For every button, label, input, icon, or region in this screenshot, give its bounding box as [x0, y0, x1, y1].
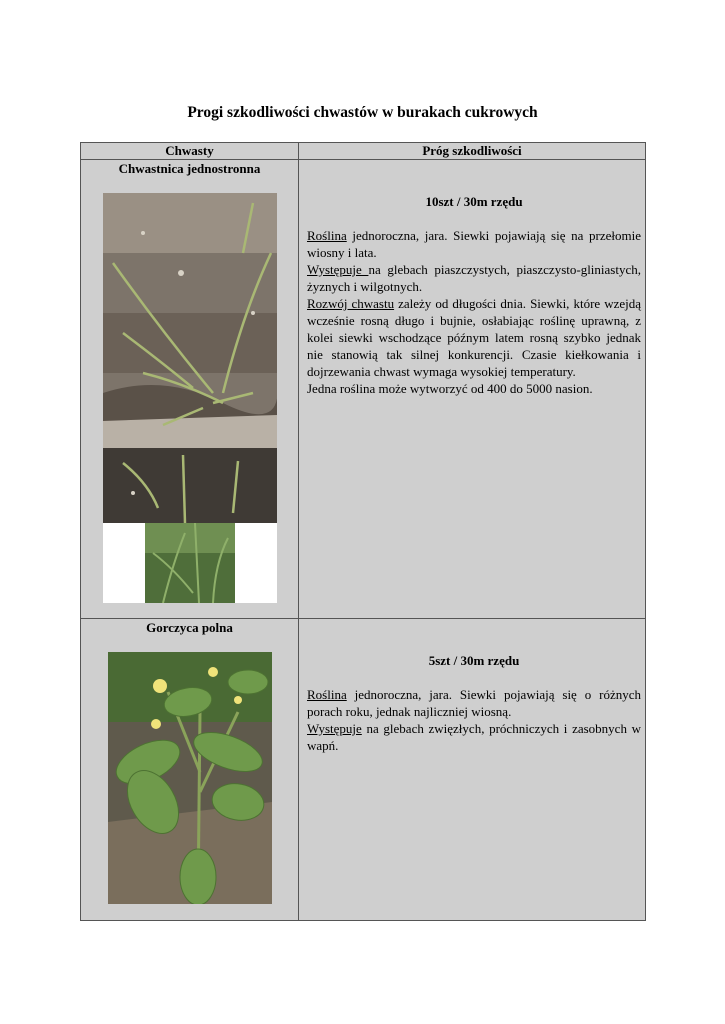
description-paragraph [307, 295, 641, 380]
description-paragraph [307, 261, 641, 295]
description-text: Jedna roślina może wytworzyć od 400 do 5000 nasion. [307, 381, 593, 396]
column-header-weeds: Chwasty [81, 143, 299, 160]
term-label: Roślina [307, 228, 347, 243]
table-row [81, 160, 646, 619]
description-paragraph [307, 686, 641, 720]
description-text: zależy od długości dnia. Siewki, które wzejdą wcześnie rosną długo i bujnie, osłabiając roślinę uprawną, z kolei siewki wschodzące późnym latem rosną szybko jednak nie stanowią tak silnej konkurencji. Czasie kiełkowania i dojrzewania chwast wymaga wysokiej temperatury. [307, 296, 642, 379]
weed-threshold-table [80, 142, 646, 921]
threshold-cell [299, 160, 646, 619]
weed-cell [81, 160, 299, 619]
description-text: jednoroczna, jara. Siewki pojawiają się na przełomie wiosny i lata. [307, 228, 641, 260]
weed-name: Chwastnica jednostronna [118, 161, 261, 176]
threshold-value: 5szt / 30m rzędu [428, 653, 520, 668]
term-label: Rozwój chwastu [307, 296, 395, 311]
weed-cell [81, 619, 299, 921]
page-title: Progi szkodliwości chwastów w burakach cukrowych [187, 104, 538, 121]
table-header-row [81, 143, 646, 160]
description-text: na glebach zwięzłych, próchniczych i zasobnych w wapń. [307, 721, 641, 753]
term-label: Roślina [307, 687, 347, 702]
description-paragraph [307, 720, 641, 754]
term-label: Występuje [307, 721, 362, 736]
description-paragraph [307, 227, 641, 261]
weed-photo-barnyard-grass [103, 193, 277, 603]
term-label: Występuje [307, 262, 369, 277]
threshold-cell [299, 619, 646, 921]
description-text: jednoroczna, jara. Siewki pojawiają się o różnych porach roku, jednak najliczniej wiosną. [307, 687, 641, 719]
threshold-value: 10szt / 30m rzędu [425, 194, 523, 209]
table-row [81, 619, 646, 921]
description-paragraph [307, 380, 641, 397]
column-header-threshold: Próg szkodliwości [299, 143, 646, 160]
description-text: na glebach piaszczystych, piaszczysto-gliniastych, żyznych i wilgotnych. [307, 262, 641, 294]
weed-photo-wild-mustard [108, 652, 272, 904]
weed-name: Gorczyca polna [146, 620, 233, 635]
